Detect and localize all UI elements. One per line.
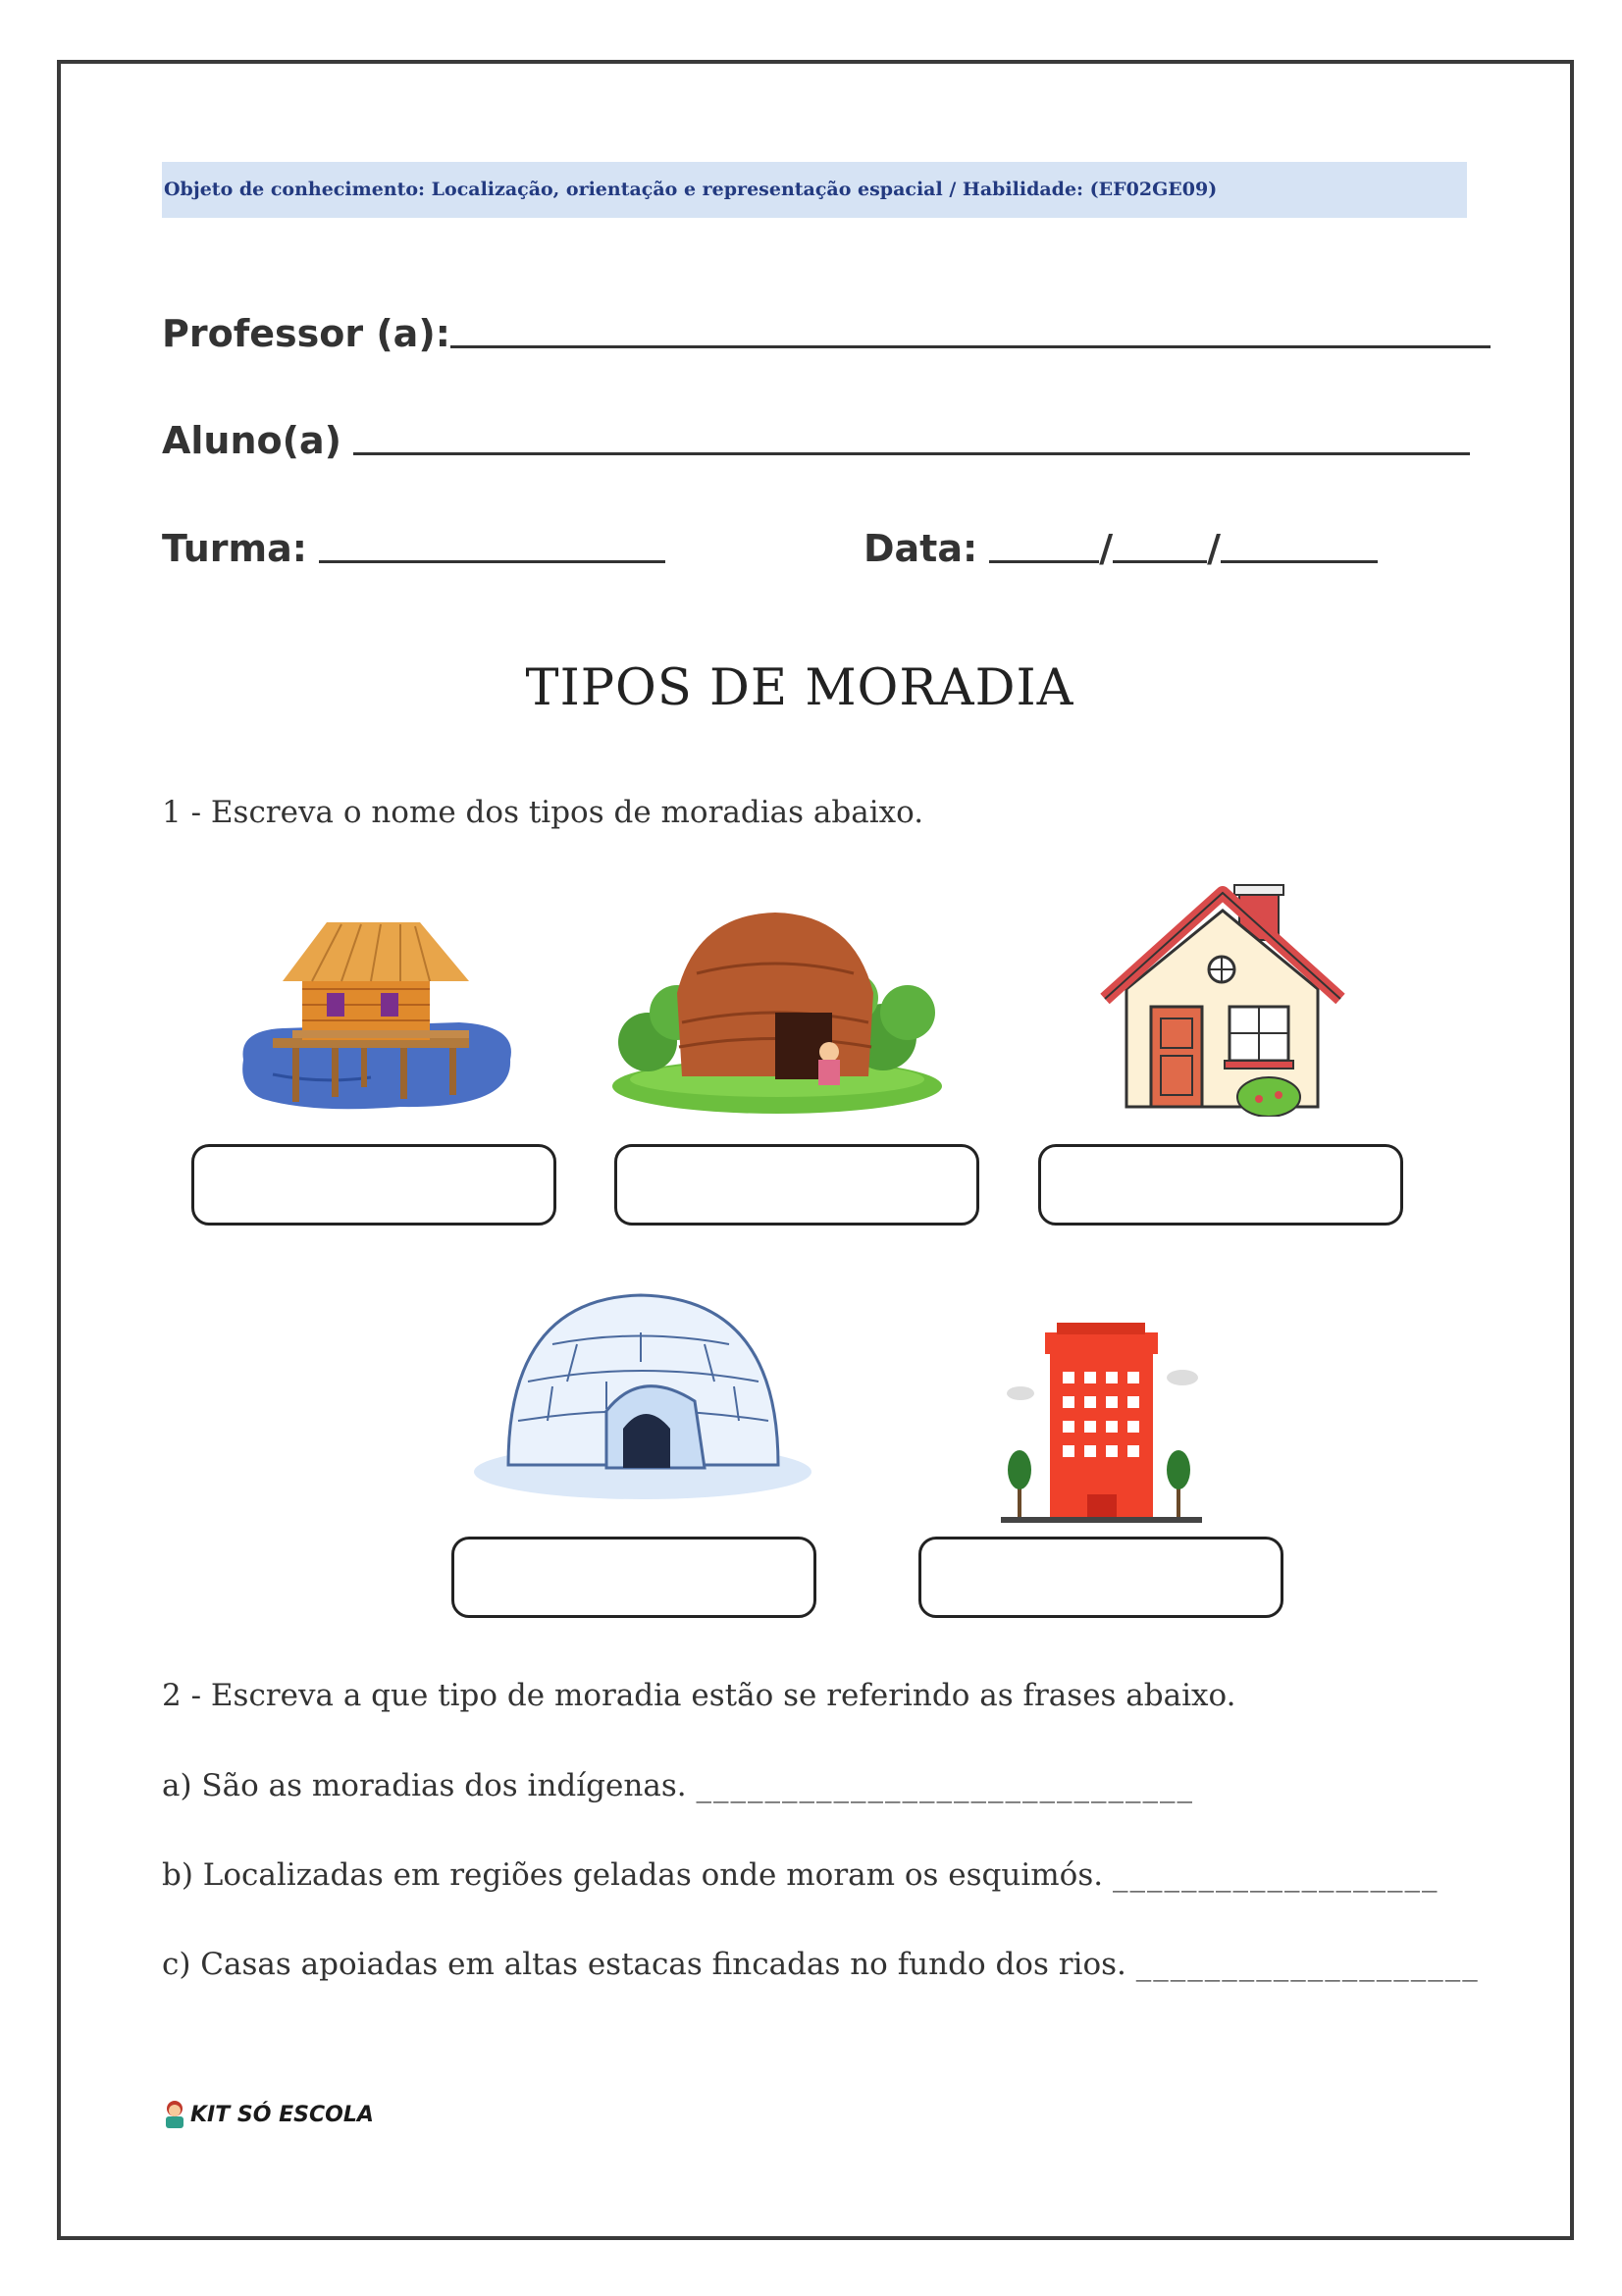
question-2a bbox=[162, 1768, 1194, 1803]
question-2b-blank[interactable]: ___________________ bbox=[1112, 1857, 1439, 1893]
answer-box-2[interactable] bbox=[614, 1144, 979, 1226]
question-1: 1 - Escreva o nome dos tipos de moradias abaixo. bbox=[162, 795, 924, 830]
apartment-building-image bbox=[996, 1323, 1207, 1529]
turma-line[interactable] bbox=[319, 559, 665, 563]
brick-house-image bbox=[1097, 881, 1347, 1117]
question-2c-blank[interactable]: ____________________ bbox=[1135, 1947, 1480, 1982]
professor-label: Professor (a): bbox=[162, 312, 450, 355]
turma-field bbox=[162, 527, 665, 570]
question-2a-blank[interactable]: _____________________________ bbox=[696, 1768, 1194, 1803]
thatched-hut-image bbox=[608, 905, 947, 1116]
answer-box-1[interactable] bbox=[191, 1144, 556, 1226]
igloo-image bbox=[469, 1283, 817, 1501]
aluno-label: Aluno(a) bbox=[162, 419, 342, 462]
stilt-house-image bbox=[234, 913, 518, 1114]
data-field bbox=[863, 527, 1378, 570]
professor-field bbox=[162, 312, 1491, 355]
data-month-line[interactable] bbox=[1113, 559, 1207, 563]
data-slash-2: / bbox=[1207, 527, 1221, 570]
question-2b-text: b) Localizadas em regiões geladas onde moram os esquimós. bbox=[162, 1857, 1104, 1893]
question-2: 2 - Escreva a que tipo de moradia estão se referindo as frases abaixo. bbox=[162, 1678, 1236, 1713]
turma-label: Turma: bbox=[162, 527, 307, 570]
answer-box-5[interactable] bbox=[918, 1537, 1283, 1618]
answer-box-4[interactable] bbox=[451, 1537, 816, 1618]
question-2a-text: a) São as moradias dos indígenas. bbox=[162, 1768, 687, 1803]
data-year-line[interactable] bbox=[1221, 559, 1378, 563]
question-2b bbox=[162, 1857, 1439, 1893]
data-slash-1: / bbox=[1099, 527, 1114, 570]
student-mascot-icon bbox=[163, 2100, 186, 2129]
kit-so-escola-logo bbox=[163, 2100, 374, 2129]
question-2c bbox=[162, 1947, 1480, 1982]
page-title: TIPOS DE MORADIA bbox=[525, 659, 1074, 717]
aluno-field bbox=[162, 419, 1470, 462]
professor-line[interactable] bbox=[450, 344, 1491, 348]
objective-banner: Objeto de conhecimento: Localização, orientação e representação espacial / Habilidade: (EF02GE09) bbox=[162, 162, 1467, 218]
data-label: Data: bbox=[863, 527, 978, 570]
answer-box-3[interactable] bbox=[1038, 1144, 1403, 1226]
question-2c-text: c) Casas apoiadas em altas estacas fincadas no fundo dos rios. bbox=[162, 1947, 1126, 1982]
data-day-line[interactable] bbox=[989, 559, 1099, 563]
aluno-line[interactable] bbox=[353, 451, 1470, 455]
logo-text: KIT SÓ ESCOLA bbox=[190, 2102, 374, 2127]
